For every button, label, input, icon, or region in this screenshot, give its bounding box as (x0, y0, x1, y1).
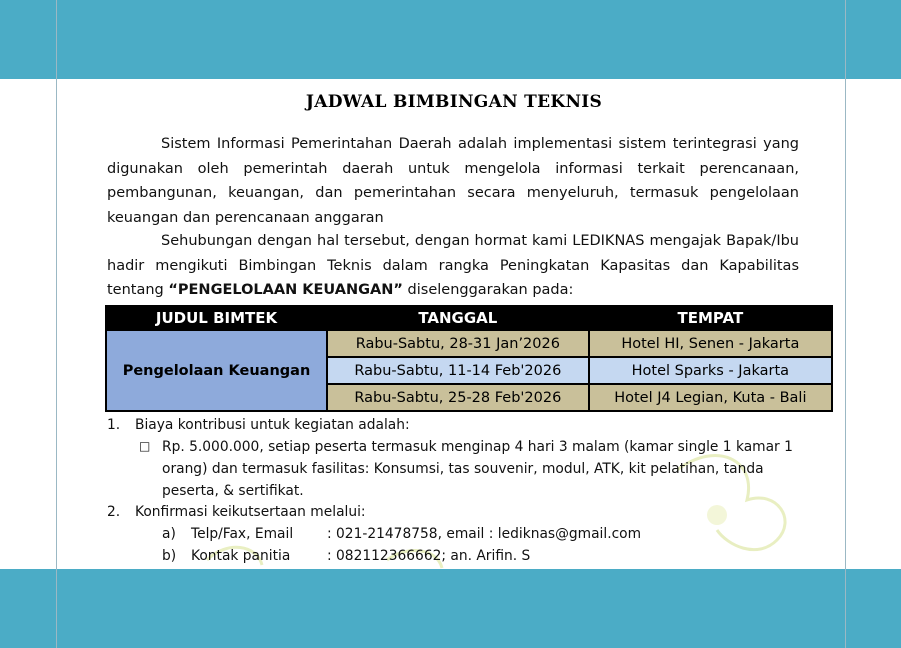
page-header-band (57, 0, 845, 79)
header-judul: JUDUL BIMTEK (106, 306, 327, 330)
fee-detail-line3: peserta, & sertifikat. (162, 483, 304, 499)
document-page (56, 0, 846, 648)
invitation-text: Sehubungan dengan hal tersebut, dengan hormat kami LEDIKNAS mengajak Bapak/Ibu hadir mengikuti Bimbingan Teknis dalam rangka Peningkatan Kapasitas dan Kapabilitas tentang (107, 233, 799, 298)
table-row (106, 330, 832, 357)
bimtek-title-cell: Pengelolaan Keuangan (106, 330, 327, 411)
fee-detail-line1: Rp. 5.000.000, setiap peserta termasuk menginap 4 hari 3 malam (kamar single 1 kamar 1 (162, 439, 793, 455)
header-tempat: TEMPAT (589, 306, 832, 330)
adjacent-page-left (0, 79, 46, 569)
fee-detail-line2: orang) dan termasuk fasilitas: Konsumsi, tas souvenir, modul, ATK, kit pelatihan, tanda (162, 461, 764, 477)
checkbox-bullet-icon: □ (139, 439, 151, 453)
document-title: JADWAL BIMBINGAN TEKNIS (305, 92, 603, 112)
date-cell: Rabu-Sabtu, 28-31 Jan’2026 (327, 330, 589, 357)
place-cell: Hotel J4 Legian, Kuta - Bali (589, 384, 832, 411)
invitation-text-end: diselenggarakan pada: (402, 282, 574, 298)
sub-label-a: a) (162, 526, 176, 542)
schedule-table (105, 305, 833, 412)
table-header-row (106, 306, 832, 330)
date-cell: Rabu-Sabtu, 25-28 Feb'2026 (327, 384, 589, 411)
list-item-confirmation: Konfirmasi keikutsertaan melalui: (135, 504, 366, 520)
date-cell: Rabu-Sabtu, 11-14 Feb'2026 (327, 357, 589, 384)
contact-phone-label: Telp/Fax, Email (191, 526, 294, 542)
intro-text: Sistem Informasi Pemerintahan Daerah adalah implementasi sistem terintegrasi yang digunakan oleh pemerintah daerah untuk mengelola informasi terkait perencanaan, pembangunan, keuangan, dan pemerintahan secara menyeluruh, termasuk pengelolaan keuangan dan perencanaan anggaran (107, 136, 799, 226)
contact-phone-value: : 021-21478758, email : lediknas@gmail.com (327, 526, 642, 542)
place-cell: Hotel Sparks - Jakarta (589, 357, 832, 384)
page-footer-band (57, 569, 845, 648)
invitation-paragraph (107, 229, 799, 303)
contact-person-label: Kontak panitia (191, 548, 291, 564)
list-number-1: 1. (107, 417, 121, 433)
place-cell: Hotel HI, Senen - Jakarta (589, 330, 832, 357)
adjacent-page-right (858, 79, 901, 569)
sub-label-b: b) (162, 548, 177, 564)
list-number-2: 2. (107, 504, 121, 520)
topic-emphasis: “PENGELOLAAN KEUANGAN” (168, 282, 403, 298)
contact-person-value: : 082112366662; an. Arifin. S (327, 548, 531, 564)
header-tanggal: TANGGAL (327, 306, 589, 330)
intro-paragraph (107, 132, 799, 230)
list-item-fee: Biaya kontribusi untuk kegiatan adalah: (135, 417, 410, 433)
